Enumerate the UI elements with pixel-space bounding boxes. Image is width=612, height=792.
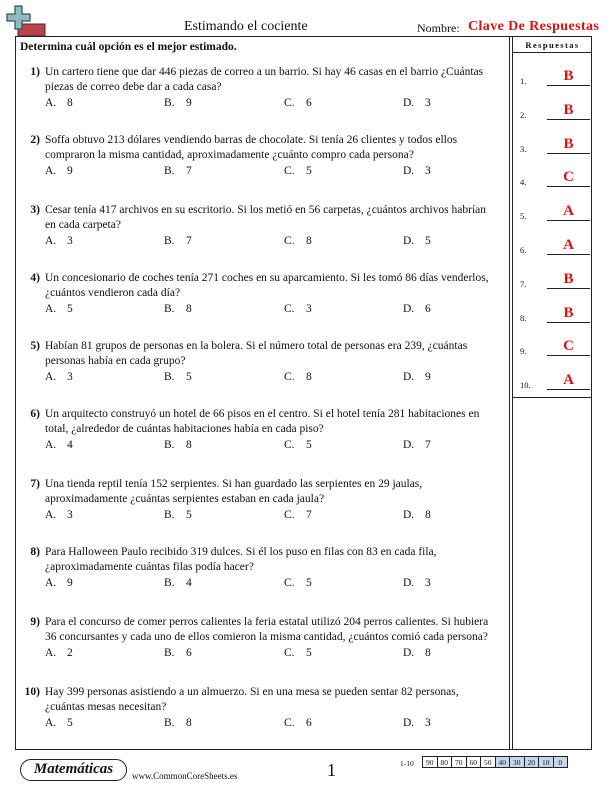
option-letter: A. [45,235,57,247]
option-value: 5 [306,439,312,451]
answer-option [45,508,73,523]
option-letter: D. [403,509,415,521]
option-letter: D. [403,577,415,589]
answer-option [45,716,73,731]
question-item [20,271,508,321]
answer-option [403,234,431,249]
option-value: 5 [186,371,192,383]
answer-column-divider [509,36,510,750]
answer-number: 1. [520,76,527,86]
answer-row [520,235,590,255]
plus-logo-icon [4,4,46,38]
answer-option [164,508,192,523]
answer-value: B [563,270,574,287]
answer-row [520,370,590,390]
option-letter: B. [164,235,175,247]
option-letter: D. [403,647,415,659]
question-text-line: Cesar tenía 417 archivos en su escritorio. Si los metió en 56 carpetas, ¿cuántos archivos habrían [45,204,487,216]
answer-row [520,134,590,154]
answer-blank [547,153,590,154]
answer-value: B [563,101,574,118]
answer-number: 8. [520,312,527,323]
answer-option [164,646,192,661]
option-value: 9 [425,371,431,383]
question-item [20,133,508,183]
question-text [45,477,508,507]
answer-blank [547,85,590,86]
option-value: 3 [67,235,73,247]
option-value: 6 [425,303,431,315]
question-number: 10) [24,686,40,698]
answer-blank [547,254,590,255]
question-text-line: total, ¿alrededor de cuántas habitaciones había en cada piso? [45,423,324,435]
answer-value: C [563,169,574,186]
option-value: 3 [425,577,431,589]
answer-option [403,646,431,661]
score-cell: 40 [495,757,510,768]
question-number: 5) [30,340,40,352]
answer-number: 2. [520,109,527,120]
option-value: 6 [306,717,312,729]
question-text-line: Habían 81 grupos de personas en la bolera. Si el número total de personas era 239, ¿cuántas [45,340,468,352]
option-value: 5 [67,717,73,729]
question-text [45,615,508,645]
answer-row [520,269,590,289]
option-value: 7 [306,509,312,521]
answer-option [284,96,312,111]
option-letter: B. [164,509,175,521]
option-value: 5 [306,165,312,177]
option-value: 4 [186,577,192,589]
answer-option [284,576,312,591]
option-letter: D. [403,371,415,383]
option-letter: C. [284,717,295,729]
answer-option [403,164,431,179]
score-cell: 0 [553,757,568,768]
answer-value: C [563,338,574,355]
answer-option [403,716,431,731]
question-text-line: 36 concursantes y cada uno de ellos comieron la misma cantidad, ¿cuántos comió cada persona? [45,631,488,643]
option-letter: C. [284,509,295,521]
answer-option [403,508,431,523]
score-cell: 60 [466,757,481,768]
question-item [20,545,508,595]
question-text-line: en cada carpeta? [45,219,121,231]
answer-option [45,646,73,661]
answer-option [45,96,73,111]
answer-row [520,336,590,356]
question-item [20,615,508,665]
answer-value: A [563,237,574,253]
option-value: 3 [425,717,431,729]
question-number: 1) [30,66,40,78]
option-value: 6 [306,97,312,109]
answer-option [403,96,431,111]
option-value: 8 [186,303,192,315]
question-text-line: ¿cuántos vendieron cada día? [45,287,181,299]
answer-option [164,438,192,453]
answer-blank [547,288,590,289]
score-range-label: 1-10 [400,759,414,768]
answer-option [164,302,192,317]
answer-value: B [563,68,574,84]
answer-row [520,100,590,120]
option-value: 4 [67,439,73,451]
option-letter: B. [164,303,175,315]
score-cell: 90 [423,757,438,768]
option-letter: D. [403,717,415,729]
question-text-line: Un concesionario de coches tenía 271 coches en su aparcamiento. Si les tomó 86 días venderlos, [45,272,489,284]
option-value: 3 [67,509,73,521]
option-value: 5 [67,303,73,315]
question-text [45,271,508,301]
option-letter: C. [284,577,295,589]
option-value: 7 [425,439,431,451]
option-letter: B. [164,165,175,177]
option-value: 3 [425,97,431,109]
option-letter: A. [45,647,57,659]
option-value: 8 [186,717,192,729]
score-cell: 80 [437,757,452,768]
answer-option [403,370,431,385]
site-url: www.CommonCoreSheets.es [132,771,238,781]
answer-option [45,438,73,453]
answer-number: 10. [520,380,531,391]
answer-number: 9. [520,346,527,357]
option-letter: B. [164,647,175,659]
score-cell: 20 [524,757,539,768]
option-value: 9 [186,97,192,109]
option-letter: A. [45,509,57,521]
answer-option [403,438,431,453]
question-item [20,685,508,735]
option-letter: C. [284,371,295,383]
answer-option [284,508,312,523]
question-number: 9) [30,616,40,628]
question-number: 4) [30,272,40,284]
score-cell: 30 [510,757,525,768]
option-value: 5 [306,577,312,589]
option-letter: D. [403,97,415,109]
answer-column-divider-inner [512,36,513,750]
option-letter: B. [164,97,175,109]
question-text-line: Soffa obtuvo 213 dólares vendiendo barras de chocolate. Si tenía 26 clientes y todos ellos [45,134,458,146]
answer-option [284,234,312,249]
option-letter: B. [164,577,175,589]
answer-blank [547,322,590,323]
answer-number: 3. [520,143,527,154]
option-letter: A. [45,165,57,177]
answer-option [284,302,312,317]
question-text-line: ¿aproximadamente cuántas filas podía hacer? [45,561,254,573]
option-value: 6 [186,647,192,659]
answer-blank [547,119,590,120]
answer-blank [547,355,590,356]
answer-option [45,164,73,179]
question-text [45,133,508,163]
answer-value: B [563,135,574,152]
answer-value: A [563,203,574,220]
answer-option [164,716,192,731]
question-text-line: aproximadamente ¿cuántas serpientes estaban en cada jaula? [45,493,325,505]
answer-option [284,370,312,385]
answer-option [284,646,312,661]
question-text-line: compraron la misma cantidad, aproximadamente ¿cuánto compro cada persona? [45,149,414,161]
answer-option [284,716,312,731]
question-text-line: Para Halloween Paulo recibido 319 dulces. Si él los puso en filas con 83 en cada fila, [45,546,437,558]
answer-option [164,234,192,249]
question-text-line: piezas de correo debe dar a cada casa? [45,81,222,93]
option-value: 3 [67,371,73,383]
option-value: 7 [186,165,192,177]
answer-number: 6. [520,245,527,255]
question-item [20,407,508,457]
answer-option [284,164,312,179]
question-text [45,685,508,715]
answer-option [164,96,192,111]
question-number: 8) [30,546,40,558]
page-number: 1 [327,760,336,780]
answer-option [164,576,192,591]
option-letter: C. [284,303,295,315]
question-item [20,477,508,527]
question-number: 3) [30,204,40,216]
option-letter: B. [164,717,175,729]
answer-row [520,201,590,221]
question-text-line: Una tienda reptil tenía 152 serpientes. Si han guardado las serpientes en 29 jaulas, [45,478,423,490]
score-cell: 10 [539,757,554,768]
answer-blank [547,389,590,390]
question-text [45,407,508,437]
answer-blank [547,186,590,187]
worksheet-title: Estimando el cociente [184,19,308,34]
option-letter: A. [45,439,57,451]
answer-option [284,438,312,453]
answer-row [520,167,590,187]
answer-number: 5. [520,211,527,222]
question-item [20,65,508,115]
option-value: 5 [425,235,431,247]
question-number: 6) [30,408,40,420]
option-value: 5 [306,647,312,659]
answer-option [45,302,73,317]
answer-value: B [563,304,574,321]
option-value: 8 [425,647,431,659]
answer-value: A [563,372,574,389]
option-value: 3 [425,165,431,177]
score-cell: 50 [481,757,496,768]
question-number: 7) [30,478,40,490]
score-table [422,756,568,768]
option-letter: C. [284,165,295,177]
answer-option [164,370,192,385]
answers-bottom-rule [513,397,592,398]
option-letter: A. [45,717,57,729]
option-letter: D. [403,303,415,315]
option-letter: B. [164,371,175,383]
question-text [45,65,508,95]
question-text-line: personas había en cada grupo? [45,355,186,367]
option-letter: C. [284,439,295,451]
instructions: Determina cuál opción es el mejor estimado. [20,41,237,53]
option-letter: A. [45,97,57,109]
option-letter: A. [45,371,57,383]
option-letter: C. [284,97,295,109]
option-value: 3 [306,303,312,315]
option-value: 8 [306,371,312,383]
question-text [45,203,508,233]
option-value: 9 [67,165,73,177]
answer-option [45,370,73,385]
option-value: 8 [306,235,312,247]
option-letter: A. [45,303,57,315]
option-value: 8 [186,439,192,451]
answer-option [45,234,73,249]
option-letter: D. [403,439,415,451]
option-value: 8 [425,509,431,521]
name-label: Nombre: [417,21,460,35]
answer-option [45,576,73,591]
answer-number: 7. [520,278,527,289]
option-letter: C. [284,235,295,247]
answer-option [164,164,192,179]
answer-option [403,302,431,317]
question-text-line: Un arquitecto construyó un hotel de 66 pisos en el centro. Si el hotel tenía 281 habitaciones en [45,408,480,420]
question-text [45,545,508,575]
question-item [20,339,508,389]
answer-key-label: Clave De Respuestas [468,19,600,34]
question-text-line: Hay 399 personas asistiendo a un almuerzo. Si en una mesa se pueden sentar 82 personas, [45,686,459,698]
answer-blank [547,220,590,221]
option-letter: D. [403,165,415,177]
option-letter: C. [284,647,295,659]
question-text-line: Para el concurso de comer perros calientes la feria estatal utilizó 204 perros calientes. Si hubiera [45,616,489,628]
answer-number: 4. [520,177,527,188]
answer-row [520,303,590,323]
answers-heading: Respuestas [525,40,580,50]
answer-row [520,66,590,86]
brand-badge: Matemáticas [20,759,127,781]
answer-option [403,576,431,591]
option-letter: D. [403,235,415,247]
option-value: 5 [186,509,192,521]
answers-heading-rule [513,52,592,53]
question-number: 2) [30,134,40,146]
question-text-line: ¿cuántas mesas necesitan? [45,701,167,713]
question-text-line: Un cartero tiene que dar 446 piezas de correo a un barrio. Si hay 46 casas en el barrio ¿Cuántas [45,66,484,78]
option-letter: B. [164,439,175,451]
score-cell: 70 [452,757,467,768]
question-text [45,339,508,369]
option-letter: A. [45,577,57,589]
option-value: 2 [67,647,73,659]
option-value: 9 [67,577,73,589]
option-value: 8 [67,97,73,109]
option-value: 7 [186,235,192,247]
question-item [20,203,508,253]
